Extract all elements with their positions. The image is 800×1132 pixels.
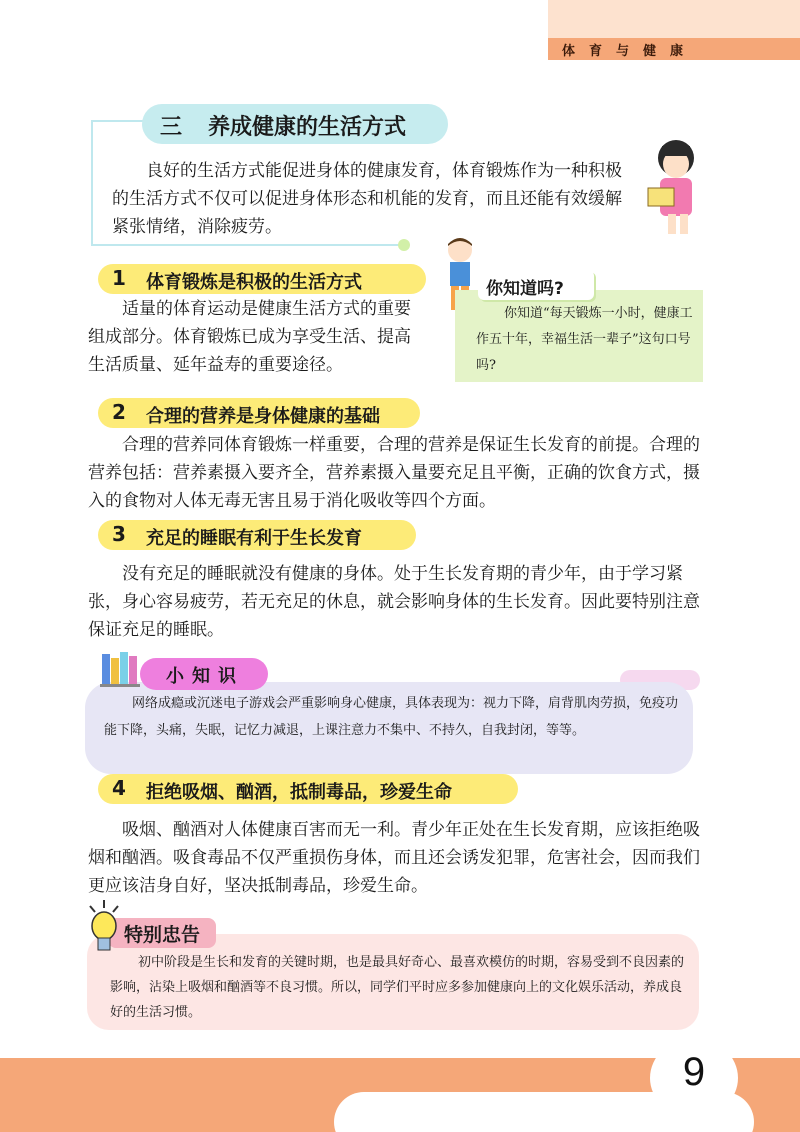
subsection-number-1: 1 — [112, 266, 126, 290]
section-title — [160, 110, 406, 141]
knowledge-text: 网络成瘾或沉迷电子游戏会严重影响身心健康，具体表现为：视力下降，肩背肌肉劳损，免疫功能下降，头痛，失眠，记忆力减退，上课注意力不集中、不持久，自我封闭，等等。 — [104, 696, 679, 738]
subsection-number-4: 4 — [112, 776, 126, 800]
subsection-number-3: 3 — [112, 522, 126, 546]
subsection-title-2: 合理的营养是身体健康的基础 — [146, 406, 380, 427]
lightbulb-icon — [86, 900, 122, 956]
intro-frame-bottom — [91, 244, 401, 246]
header-title: 体育与健康 — [562, 44, 698, 59]
did-you-know-text: 你知道“每天锻炼一小时，健康工作五十年，幸福生活一辈子”这句口号吗? — [476, 306, 693, 373]
header-band — [548, 0, 800, 38]
subsection-text-1: 适量的体育运动是健康生活方式的重要组成部分。体育锻炼已成为享受生活、提高生活质量、延年益寿的重要途径。 — [88, 299, 411, 375]
intro-frame-left — [91, 120, 93, 246]
subsection-title-1: 体育锻炼是积极的生活方式 — [146, 272, 362, 293]
subsection-text-4: 吸烟、酗酒对人体健康百害而无一利。青少年正处在生长发育期，应该拒绝吸烟和酗酒。吸食毒品不仅严重损伤身体，而且还会诱发犯罪，危害社会，因而我们更应该洁身自好，坚决抵制毒品，珍爱生命。 — [88, 820, 700, 896]
girl-reading-illustration — [640, 136, 710, 236]
subsection-title-4: 拒绝吸烟、酗酒，抵制毒品，珍爱生命 — [146, 782, 452, 803]
subsection-text-3: 没有充足的睡眠就没有健康的身体。处于生长发育期的青少年，由于学习紧张，身心容易疲劳，若无充足的休息，就会影响身体的生长发育。因此要特别注意保证充足的睡眠。 — [88, 564, 700, 640]
warning-text: 初中阶段是生长和发育的关键时期，也是最具好奇心、最喜欢模仿的时期，容易受到不良因素的影响，沾染上吸烟和酗酒等不良习惯。所以，同学们平时应多参加健康向上的文化娱乐活动，养成良好的生活习惯。 — [110, 955, 685, 1020]
section-title-label: 养成健康的生活方式 — [208, 115, 407, 140]
section-intro: 良好的生活方式能促进身体的健康发育，体育锻炼作为一种积极的生活方式不仅可以促进身体形态和机能的发育，而且还能有效缓解紧张情绪，消除疲劳。 — [112, 161, 622, 237]
did-you-know-title: 你知道吗? — [486, 279, 564, 299]
knowledge-title: 小知识 — [166, 666, 244, 687]
subsection-title-3: 充足的睡眠有利于生长发育 — [146, 528, 362, 549]
subsection-number-2: 2 — [112, 400, 126, 424]
warning-title: 特别忠告 — [124, 924, 201, 946]
section-number: 三 — [160, 115, 183, 140]
page-number: 9 — [682, 1050, 706, 1094]
subsection-text-2: 合理的营养同体育锻炼一样重要，合理的营养是保证生长发育的前提。合理的营养包括：营养素摄入要齐全，营养素摄入量要充足且平衡，正确的饮食方式，摄入的食物对人体无毒无害且易于消化吸收等四个方面。 — [88, 435, 700, 511]
